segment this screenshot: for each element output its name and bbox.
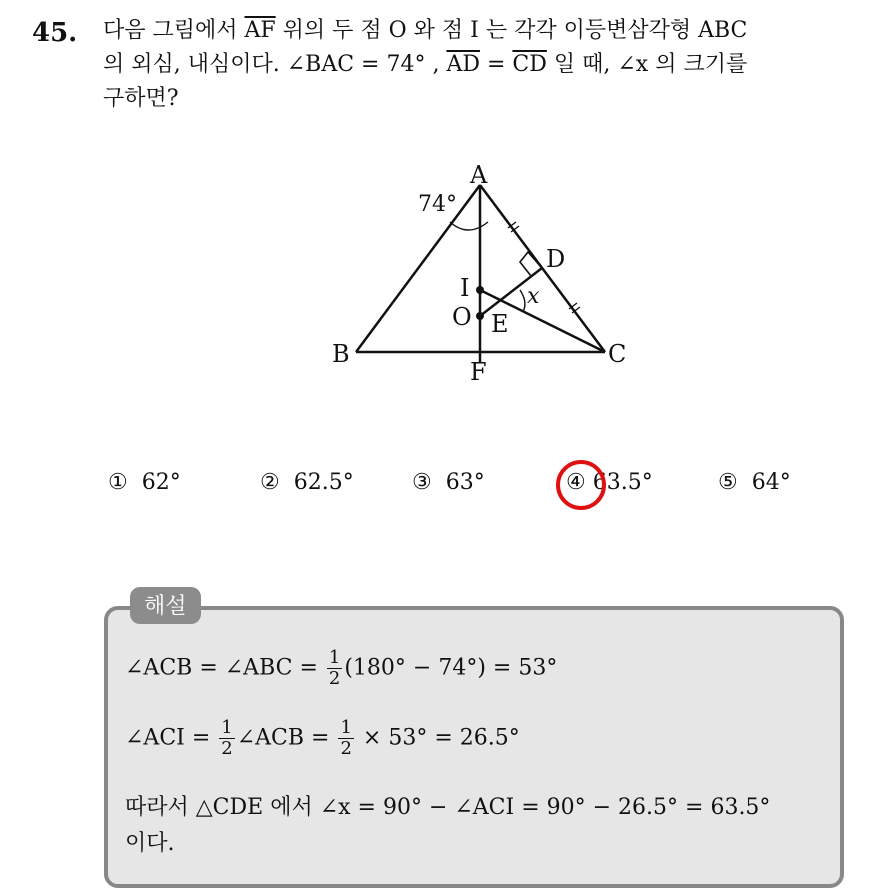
fraction-num: 1 — [328, 647, 341, 668]
answer-circle-mark — [556, 460, 606, 510]
point-o — [476, 312, 484, 320]
question-line-3: 구하면? — [103, 86, 179, 111]
label-f: F — [470, 358, 487, 385]
sol-text: (180° − 74°) = 53° — [344, 655, 558, 681]
question-text-part: 의 외심, 내심이다. ∠BAC = 74° , — [103, 52, 447, 77]
choice-1[interactable] — [108, 470, 181, 495]
question-line-2 — [103, 48, 863, 82]
solution-line-4: 이다. — [125, 831, 175, 856]
fraction — [219, 718, 234, 759]
fraction — [338, 718, 353, 759]
choice-5[interactable] — [718, 470, 791, 495]
label-b: B — [332, 340, 350, 368]
sol-text: ∠ACB = ∠ABC = — [125, 655, 325, 681]
fraction — [327, 648, 342, 689]
fraction-den: 2 — [221, 738, 233, 759]
label-e: E — [491, 310, 509, 338]
question-text — [103, 14, 863, 116]
label-c: C — [608, 340, 627, 368]
solution-line-3: 따라서 △CDE 에서 ∠x = 90° − ∠ACI = 90° − 26.5° = 63.5° — [125, 795, 771, 820]
choice-number: ⑤ — [718, 470, 738, 495]
fraction-num: 1 — [340, 717, 352, 738]
question-text-part: 위의 두 점 O 와 점 I 는 각각 이등변삼각형 ABC — [275, 18, 748, 43]
choice-value: 63.5° — [592, 470, 653, 495]
angle-74-arc — [450, 222, 488, 230]
question-number: 45. — [32, 18, 78, 48]
fraction-den: 2 — [328, 668, 341, 689]
segment-cd: $\overline{CD}$ — [512, 52, 547, 77]
choice-number: ③ — [412, 470, 432, 495]
choice-number: ① — [108, 470, 128, 495]
question-text-part: = — [479, 52, 513, 77]
solution-line-1 — [125, 648, 557, 689]
sol-text: ∠ACI = — [125, 725, 218, 751]
choice-2[interactable] — [260, 470, 354, 495]
point-i — [476, 286, 484, 294]
question-text-part: 일 때, ∠x 의 크기를 — [546, 52, 748, 77]
label-a: A — [470, 161, 488, 189]
segment-af: $\overline{AF}$ — [244, 18, 276, 43]
angle-x-arc — [520, 290, 525, 312]
label-angle-74: 74° — [418, 192, 457, 217]
choice-number: ④ — [566, 470, 586, 495]
sol-text: ∠ACB = — [236, 725, 337, 751]
choice-value: 62° — [141, 470, 181, 495]
question-line-1 — [103, 14, 863, 48]
label-x: x — [527, 284, 540, 309]
label-i: I — [460, 274, 470, 302]
fraction-num: 1 — [221, 717, 233, 738]
choice-value: 64° — [751, 470, 791, 495]
segment-ad: $\overline{AD}$ — [446, 52, 480, 77]
solution-tag: 해설 — [130, 587, 201, 624]
choice-value: 63° — [445, 470, 485, 495]
choice-value: 62.5° — [293, 470, 354, 495]
fraction-den: 2 — [340, 738, 352, 759]
triangle-figure — [320, 150, 650, 385]
label-o: O — [452, 303, 472, 331]
question-text-part: 다음 그림에서 — [103, 18, 245, 43]
label-d: D — [546, 245, 566, 273]
sol-text: × 53° = 26.5° — [355, 725, 520, 751]
choice-number: ② — [260, 470, 280, 495]
solution-line-2 — [125, 718, 520, 759]
choice-3[interactable] — [412, 470, 485, 495]
